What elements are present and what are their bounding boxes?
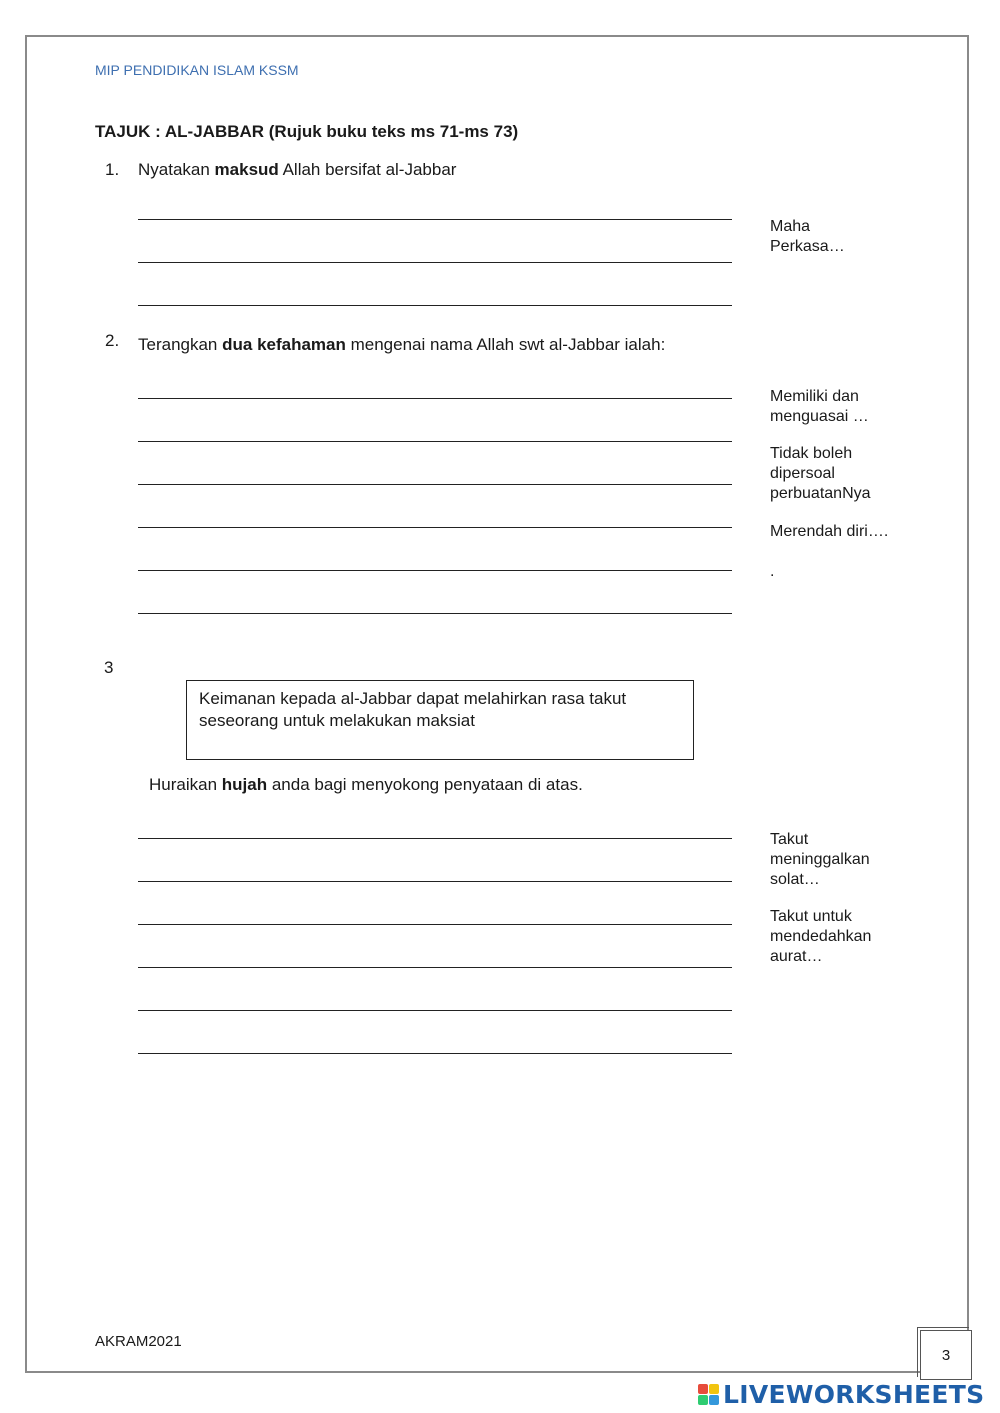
answer-line-q3-1[interactable] [138,838,732,839]
answer-line-q2-4[interactable] [138,527,732,528]
answer-line-q2-2[interactable] [138,441,732,442]
hint-q2-4: . [770,563,775,580]
page-number-box [920,1330,972,1380]
hint-q2-1: Memiliki dan menguasai … [770,388,869,425]
question-1-number: 1. [105,160,120,179]
hint-q2-3: Merendah diri…. [770,523,889,540]
statement-box: Keimanan kepada al-Jabbar dapat melahirkan rasa takut seseorang untuk melakukan maksiat [186,680,694,760]
question-2-number: 2. [105,331,120,350]
answer-line-q3-5[interactable] [138,1010,732,1011]
answer-line-q1-3[interactable] [138,305,732,306]
answer-line-q1-1[interactable] [138,219,732,220]
answer-line-q2-5[interactable] [138,570,732,571]
liveworksheets-watermark[interactable] [698,1380,984,1408]
answer-line-q3-4[interactable] [138,967,732,968]
hint-q3-2: Takut untuk mendedahkan aurat… [770,908,872,965]
watermark-text: LIVEWORKSHEETS [723,1379,985,1409]
answer-line-q3-3[interactable] [138,924,732,925]
question-3-text: Huraikan hujah anda bagi menyokong penyataan di atas. [149,775,583,794]
answer-line-q3-2[interactable] [138,881,732,882]
question-1-text: Nyatakan maksud Allah bersifat al-Jabbar [138,160,457,179]
footer-author: AKRAM2021 [95,1333,182,1350]
page-number: 3 [941,1347,951,1364]
document-header: MIP PENDIDIKAN ISLAM KSSM [95,62,299,78]
answer-line-q2-6[interactable] [138,613,732,614]
answer-line-q2-3[interactable] [138,484,732,485]
question-2-text: Terangkan dua kefahaman mengenai nama Allah swt al-Jabbar ialah: [138,335,666,354]
hint-q1: Maha Perkasa… [770,218,845,255]
answer-line-q2-1[interactable] [138,398,732,399]
hint-q3-1: Takut meninggalkan solat… [770,831,870,888]
answer-line-q1-2[interactable] [138,262,732,263]
question-3-number: 3 [104,658,114,677]
liveworksheets-logo-icon [698,1384,719,1405]
hint-q2-2: Tidak boleh dipersoal perbuatanNya [770,445,871,502]
answer-line-q3-6[interactable] [138,1053,732,1054]
page-title: TAJUK : AL-JABBAR (Rujuk buku teks ms 71-ms 73) [95,122,519,141]
